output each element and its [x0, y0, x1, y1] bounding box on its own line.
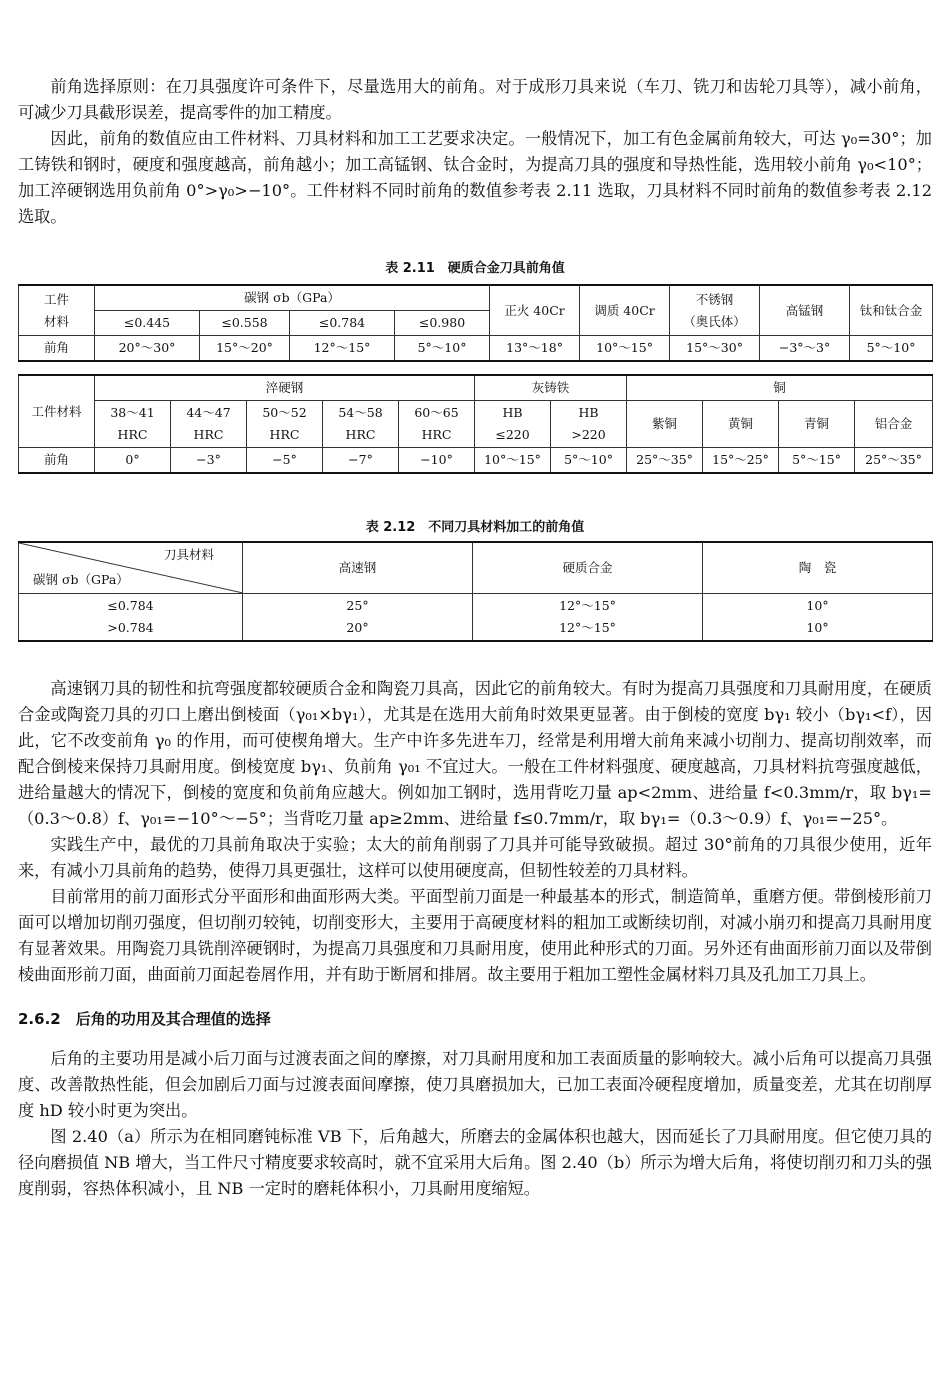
copper-col: 铝合金	[855, 401, 933, 448]
rake-value: 5°～10°	[850, 336, 933, 362]
ceramic-values: 10° 10°	[703, 594, 933, 642]
table-2-12-caption: 表 2.12 不同刀具材料加工的前角值	[365, 520, 585, 535]
hrc-col: 50～52 HRC	[247, 401, 323, 448]
rake-value: −7°	[323, 448, 399, 474]
copper-col: 黄铜	[703, 401, 779, 448]
intro-block	[18, 74, 932, 230]
stainless-header: 不锈钢 （奥氏体）	[670, 285, 760, 336]
carbon-col: ≤0.980	[395, 311, 490, 336]
hb-col: HB >220	[551, 401, 627, 448]
rake-value: 25°～35°	[855, 448, 933, 474]
paragraph-rake-determination: 因此，前角的数值应由工件材料、刀具材料和加工工艺要求决定。一般情况下，加工有色金属前角较大，可达 γ₀=30°；加工铸铁和钢时，硬度和强度越高，前角越小；加工高锰钢、钛合金时，为提高刀具的强度和导热性能，选用较小前角 γ₀<10°；加工淬硬钢选用负前角 0°>γ₀>−10°。工件材料不同时前角的数值参考表 2.11 选取，刀具材料不同时前角的数值参考表 2.12 选取。	[18, 129, 932, 226]
rake-value: 25°～35°	[627, 448, 703, 474]
copper-header: 铜	[627, 375, 933, 401]
rake-value: −3°～3°	[760, 336, 850, 362]
table-2-11-part1	[18, 284, 933, 362]
hardened-steel-header: 淬硬钢	[95, 375, 475, 401]
hss-header: 高速钢	[243, 542, 473, 594]
titanium-header: 钛和钛合金	[850, 285, 933, 336]
carbon-col: ≤0.445	[95, 311, 200, 336]
hrc-col: 44～47 HRC	[171, 401, 247, 448]
table-row-labels: ≤0.784 >0.784	[19, 594, 243, 642]
rake-label: 前角	[19, 336, 95, 362]
rake-value: −3°	[171, 448, 247, 474]
paragraph-figure-2-40: 图 2.40（a）所示为在相同磨钝标准 VB 下，后角越大，所磨去的金属体积也越大，因而延长了刀具耐用度。但它使刀具的径向磨损值 NB 增大，当工件尺寸精度要求较高时，就不宜采用大后角。图 2.40（b）所示为增大后角，将使切削刃和刀头的强度削弱，容热体积减小，且 NB 一定时的磨耗体积小，刀具耐用度缩短。	[18, 1127, 932, 1198]
rake-value: 15°～30°	[670, 336, 760, 362]
rake-value: 20°～30°	[95, 336, 200, 362]
carbon-col: ≤0.784	[290, 311, 395, 336]
hrc-col: 38～41 HRC	[95, 401, 171, 448]
paragraph-clearance-function: 后角的主要功用是减小后刀面与过渡表面之间的摩擦，对刀具耐用度和加工表面质量的影响较大。减小后角可以提高刀具强度、改善散热性能，但会加剧后刀面与过渡表面间摩擦，使刀具磨损加大，已加工表面冷硬程度增加，质量变差，尤其在切削厚度 hD 较小时更为突出。	[18, 1049, 932, 1120]
paragraph-optimal-rake: 实践生产中，最优的刀具前角取决于实验；太大的前角削弱了刀具并可能导致破损。超过 30°前角的刀具很少使用，近年来，有减小刀具前角的趋势，使得刀具更强壮，这样可以使用硬度高，但韧性较差的刀具材料。	[18, 835, 932, 880]
paragraph-hss-chamfer: 高速钢刀具的韧性和抗弯强度都较硬质合金和陶瓷刀具高，因此它的前角较大。有时为提高刀具强度和刀具耐用度，在硬质合金或陶瓷刀具的刃口上磨出倒棱面（γ₀₁×bγ₁），尤其是在选用大前角时效果更显著。由于倒棱的宽度 bγ₁ 较小（bγ₁<f），因此，它不改变前角 γ₀ 的作用，而可使楔角增大。生产中许多先进车刀，经常是利用增大前角来减小切削力、提高切削效率，而配合倒棱来保持刀具耐用度。倒棱宽度 bγ₁、负前角 γ₀₁ 不宜过大。一般在工件材料强度、硬度越高，刀具材料抗弯强度越低，进给量越大的情况下，倒棱的宽度和负前角应越大。例如加工钢时，选用背吃刀量 ap<2mm、进给量 f<0.3mm/r，取 bγ₁=（0.3～0.8）f、γ₀₁=−10°～−5°；当背吃刀量 ap≥2mm、进给量 f≤0.7mm/r，取 bγ₁=（0.3～0.9）f、γ₀₁=−25°。	[18, 679, 932, 828]
high-manganese-header: 高锰钢	[760, 285, 850, 336]
rake-value: 13°～18°	[490, 336, 580, 362]
rake-value: 10°～15°	[475, 448, 551, 474]
rake-value: 5°～10°	[395, 336, 490, 362]
material-header: 工件 材料	[19, 285, 95, 336]
rake-value: −10°	[399, 448, 475, 474]
normalized-40cr-header: 正火 40Cr	[490, 285, 580, 336]
rake-value: 15°～20°	[200, 336, 290, 362]
paragraph-rake-principle: 前角选择原则：在刀具强度许可条件下，尽量选用大的前角。对于成形刀具来说（车刀、铣刀和齿轮刀具等），减小前角，可减少刀具截形误差，提高零件的加工精度。	[18, 77, 932, 122]
carbide-values: 12°～15° 12°～15°	[473, 594, 703, 642]
material-header-2: 工件材料	[19, 375, 95, 448]
tempered-40cr-header: 调质 40Cr	[580, 285, 670, 336]
copper-col: 青铜	[779, 401, 855, 448]
carbon-col: ≤0.558	[200, 311, 290, 336]
rake-value: 5°～10°	[551, 448, 627, 474]
table-2-11-part2	[18, 374, 933, 474]
rake-value: 15°～25°	[703, 448, 779, 474]
rake-label-2: 前角	[19, 448, 95, 474]
section-heading: 2.6.2 后角的功用及其合理值的选择	[18, 1010, 271, 1028]
carbon-steel-label: 碳钢 σb（GPa）	[33, 572, 129, 587]
hrc-col: 60～65 HRC	[399, 401, 475, 448]
table-2-12	[18, 541, 933, 642]
ceramic-header: 陶 瓷	[703, 542, 933, 594]
rake-value: 12°～15°	[290, 336, 395, 362]
carbon-steel-header: 碳钢 σb（GPa）	[95, 285, 490, 311]
tool-material-label: 刀具材料	[163, 547, 214, 562]
carbide-header: 硬质合金	[473, 542, 703, 594]
copper-col: 紫铜	[627, 401, 703, 448]
hss-values: 25° 20°	[243, 594, 473, 642]
hb-col: HB ≤220	[475, 401, 551, 448]
body-block	[18, 676, 932, 1202]
rake-value: 10°～15°	[580, 336, 670, 362]
rake-value: −5°	[247, 448, 323, 474]
hrc-col: 54～58 HRC	[323, 401, 399, 448]
cast-iron-header: 灰铸铁	[475, 375, 627, 401]
rake-value: 0°	[95, 448, 171, 474]
table-2-11-caption: 表 2.11 硬质合金刀具前角值	[385, 261, 565, 276]
diagonal-header-cell	[19, 542, 243, 594]
paragraph-rake-face-forms: 目前常用的前刀面形式分平面形和曲面形两大类。平面型前刀面是一种最基本的形式，制造简单，重磨方便。带倒棱形前刀面可以增加切削刃强度，但切削刃较钝，切削变形大，主要用于高硬度材料的粗加工或断续切削，对减小崩刃和提高刀具耐用度有显著效果。用陶瓷刀具铣削淬硬钢时，为提高刀具强度和刀具耐用度，使用此种形式的刀面。另外还有曲面形前刀面以及带倒棱曲面形前刀面，曲面前刀面起卷屑作用，并有助于断屑和排屑。故主要用于粗加工塑性金属材料刀具及孔加工刀具上。	[18, 887, 932, 984]
rake-value: 5°～15°	[779, 448, 855, 474]
